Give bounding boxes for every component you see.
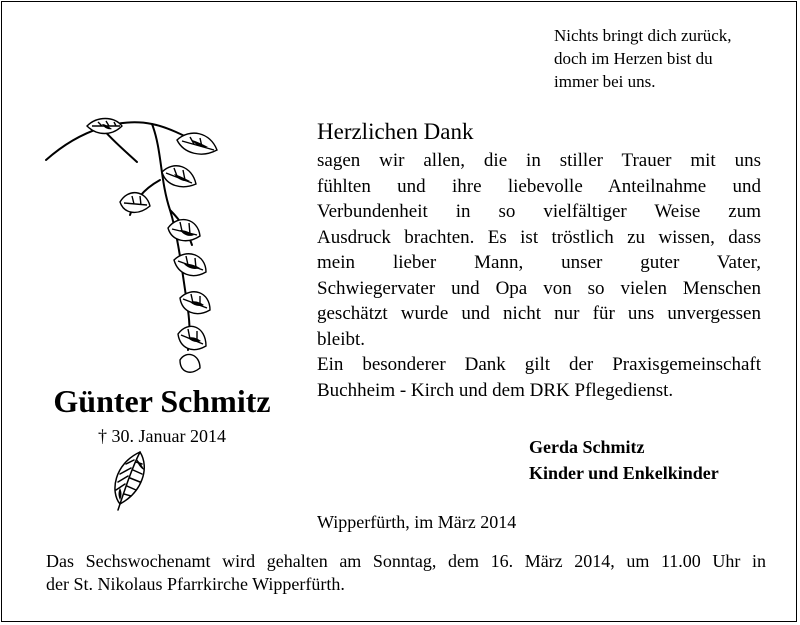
death-date: † 30. Januar 2014 [98, 426, 226, 446]
thanks-line: Schwiegervater und Opa von so vielen Menschen [317, 277, 761, 299]
signers [529, 434, 719, 486]
thanks-line: sagen wir allen, die in stiller Trauer mit uns [317, 150, 761, 171]
falling-leaf-icon [106, 448, 150, 516]
memorial-quote [554, 24, 784, 93]
thanks-line: Buchheim - Kirch und dem DRK Pflegedienst. [317, 379, 674, 401]
thanks-line: Verbundenheit in so vielfältiger Weise zum [317, 201, 761, 222]
signer: Gerda Schmitz [529, 437, 645, 457]
quote-line: immer bei uns. [554, 72, 656, 91]
thanks-line: fühlten und ihre liebevolle Anteilnahme und [317, 175, 761, 197]
service-notice [46, 550, 766, 596]
quote-line: Nichts bringt dich zurück, [554, 26, 732, 45]
thanks-heading: Herzlichen Dank [317, 119, 474, 144]
thanks-line: Ein besonderer Dank gilt der Praxisgemeinschaft [317, 354, 761, 375]
service-line: Das Sechswochenamt wird gehalten am Sonntag, dem 16. März 2014, um 11.00 Uhr in [46, 551, 766, 571]
thanks-line: bleibt. [317, 328, 366, 350]
birch-branch-icon [42, 110, 232, 390]
signer: Kinder und Enkelkinder [529, 463, 719, 483]
obituary-card [1, 1, 797, 622]
thanks-line: geschätzt wurde und nicht nur für uns unvergessen [317, 303, 761, 324]
service-line: der St. Nikolaus Pfarrkirche Wipperfürth. [46, 574, 345, 594]
deceased-name: Günter Schmitz [53, 383, 271, 419]
quote-line: doch im Herzen bist du [554, 49, 713, 68]
place-date: Wipperfürth, im März 2014 [317, 512, 517, 532]
thanks-line: mein lieber Mann, unser guter Vater, [317, 252, 761, 273]
thanks-body [317, 148, 761, 403]
thanks-line: Ausdruck brachten. Es ist tröstlich zu wissen, dass [317, 226, 761, 248]
